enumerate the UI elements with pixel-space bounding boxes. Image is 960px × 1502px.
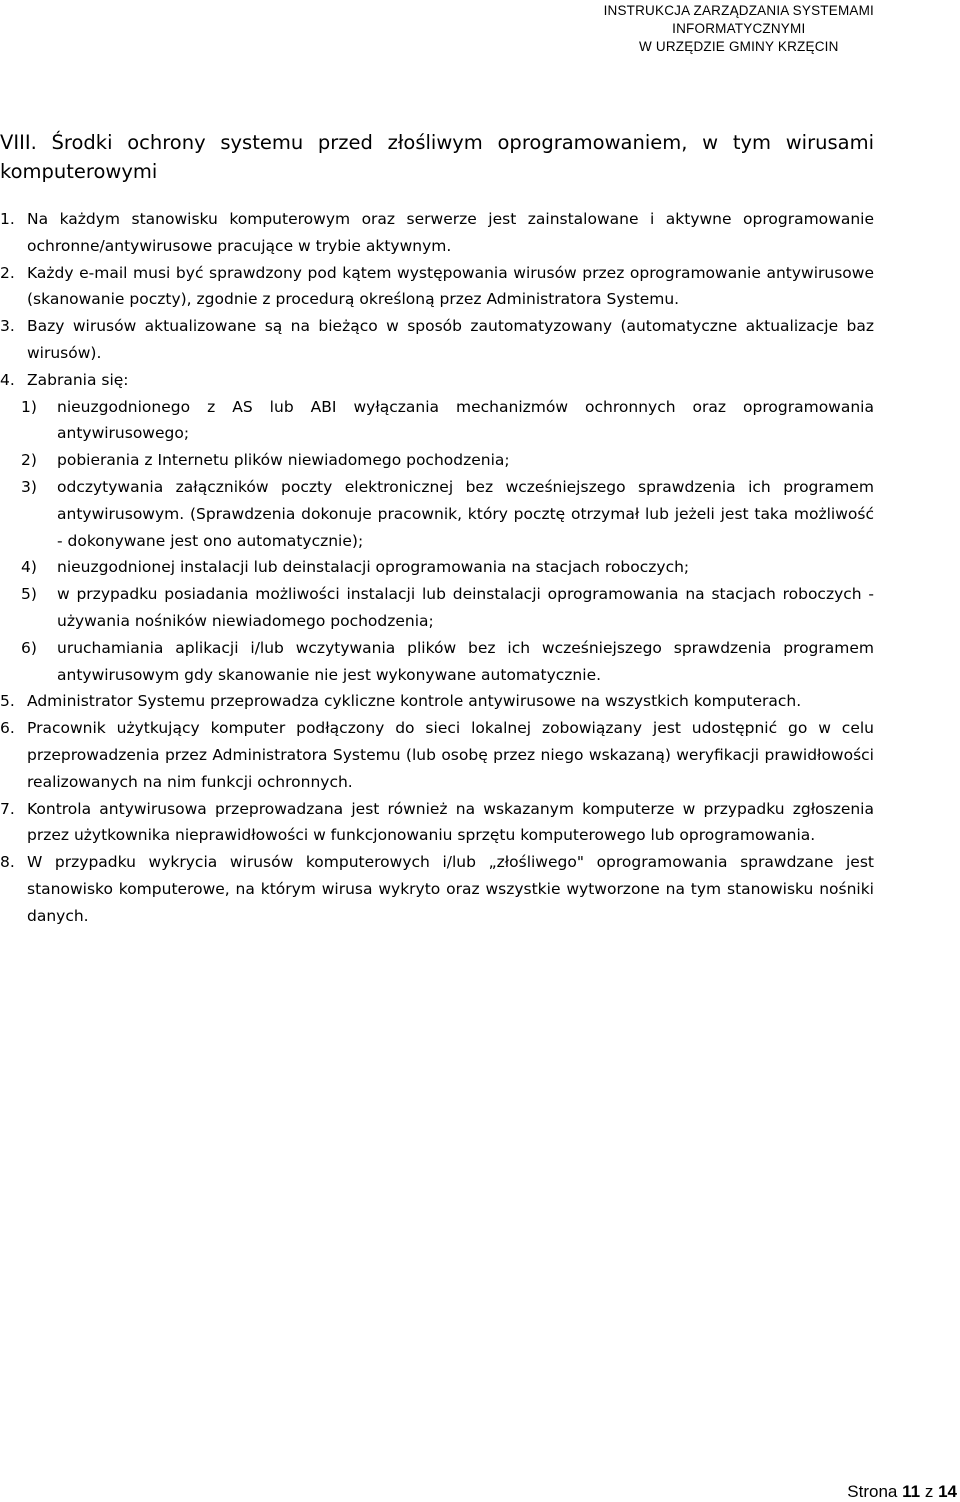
list-item	[0, 313, 874, 367]
item-text: Na każdym stanowisku komputerowym oraz serwerze jest zainstalowane i aktywne oprogramowanie ochronne/antywirusowe pracujące w trybie aktywnym.	[27, 210, 874, 255]
item-text: Każdy e-mail musi być sprawdzony pod kątem występowania wirusów przez oprogramowanie antywirusowe (skanowanie poczty), zgodnie z procedurą określoną przez Administratora Systemu.	[27, 263, 874, 309]
list-item	[0, 367, 874, 394]
item-text: Kontrola antywirusowa przeprowadzana jest również na wskazanym komputerze w przypadku zgłoszenia przez użytkownika nieprawidłowości w funkcjonowaniu sprzętu komputerowego lub oprogramowania.	[27, 799, 874, 845]
header-line-2: INFORMATYCZNYMI	[672, 21, 806, 36]
item-number: 8.	[0, 853, 15, 872]
subitem-number: 5)	[21, 585, 37, 604]
item-number: 6.	[0, 719, 15, 738]
section-content	[0, 206, 874, 930]
page-label: Strona	[847, 1482, 898, 1501]
item-number: 7.	[0, 799, 15, 818]
subitem-number: 2)	[21, 451, 37, 470]
sub-list-item	[0, 474, 874, 554]
list-item	[0, 796, 874, 850]
section-title-line-1: VIII. Środki ochrony systemu przed złośliwym oprogramowaniem, w tym wirusami	[0, 131, 874, 154]
list-item	[0, 688, 874, 715]
subitem-number: 4)	[21, 558, 37, 577]
sub-list-item	[0, 581, 874, 635]
page-number	[847, 1482, 957, 1502]
item-text: W przypadku wykrycia wirusów komputerowych i/lub „złośliwego" oprogramowania sprawdzane jest stanowisko komputerowe, na którym wirusa wykryto oraz wszystkie wytworzone na tym stanowisku nośniki danych.	[27, 853, 874, 925]
header-line-3: W URZĘDZIE GMINY KRZĘCIN	[639, 39, 839, 54]
page-separator: z	[924, 1482, 934, 1501]
item-number: 1.	[0, 210, 15, 228]
list-item	[0, 849, 874, 929]
page-total: 14	[938, 1482, 957, 1501]
subitem-text: nieuzgodnionej instalacji lub deinstalacji oprogramowania na stacjach roboczych;	[57, 558, 690, 577]
list-item	[0, 206, 874, 260]
item-text: Pracownik użytkujący komputer podłączony do sieci lokalnej zobowiązany jest udostępnić go w celu przeprowadzenia przez Administratora Systemu (lub osobę przez niego wskazaną) weryfikacji prawidłowości realizowanych na nim funkcji ochronnych.	[27, 719, 874, 791]
sub-list-item	[0, 554, 874, 581]
list-item	[0, 715, 874, 795]
subitem-number: 1)	[21, 397, 37, 416]
sub-list-item	[0, 447, 874, 474]
subitem-text: nieuzgodnionego z AS lub ABI wyłączania mechanizmów ochronnych oraz oprogramowania antywirusowego;	[57, 397, 874, 443]
header-line-1: INSTRUKCJA ZARZĄDZANIA SYSTEMAMI	[603, 3, 874, 18]
subitem-number: 6)	[21, 638, 37, 657]
subitem-text: uruchamiania aplikacji i/lub wczytywania plików bez ich wcześniejszego sprawdzenia programem antywirusowym gdy skanowanie nie jest wykonywane automatycznie.	[57, 638, 874, 684]
item-number: 5.	[0, 692, 15, 711]
section-title-line-2: komputerowymi	[0, 160, 158, 183]
item-number: 3.	[0, 317, 15, 336]
list-item	[0, 260, 874, 314]
sub-list-item	[0, 394, 874, 448]
item-number: 2.	[0, 263, 15, 282]
subitem-text: pobierania z Internetu plików niewiadomego pochodzenia;	[57, 451, 510, 470]
sub-list-item	[0, 635, 874, 689]
subitem-text: odczytywania załączników poczty elektronicznej bez wcześniejszego sprawdzenia ich programem antywirusowym. (Sprawdzenia dokonuje pracownik, który pocztę otrzymał lub jeżeli jest taka możliwość - dokonywane jest ono automatycznie);	[57, 477, 874, 550]
item-text: Administrator Systemu przeprowadza cykliczne kontrole antywirusowe na wszystkich komputerach.	[27, 692, 802, 711]
page-current: 11	[902, 1482, 921, 1501]
document-header	[604, 2, 874, 56]
section-title	[0, 128, 874, 186]
item-number: 4.	[0, 370, 15, 389]
subitem-text: w przypadku posiadania możliwości instalacji lub deinstalacji oprogramowania na stacjach roboczych - używania nośników niewiadomego pochodzenia;	[57, 585, 874, 630]
subitem-number: 3)	[21, 477, 37, 496]
item-text: Bazy wirusów aktualizowane są na bieżąco w sposób zautomatyzowany (automatyczne aktualizacje baz wirusów).	[27, 317, 874, 362]
item-text: Zabrania się:	[27, 370, 129, 389]
